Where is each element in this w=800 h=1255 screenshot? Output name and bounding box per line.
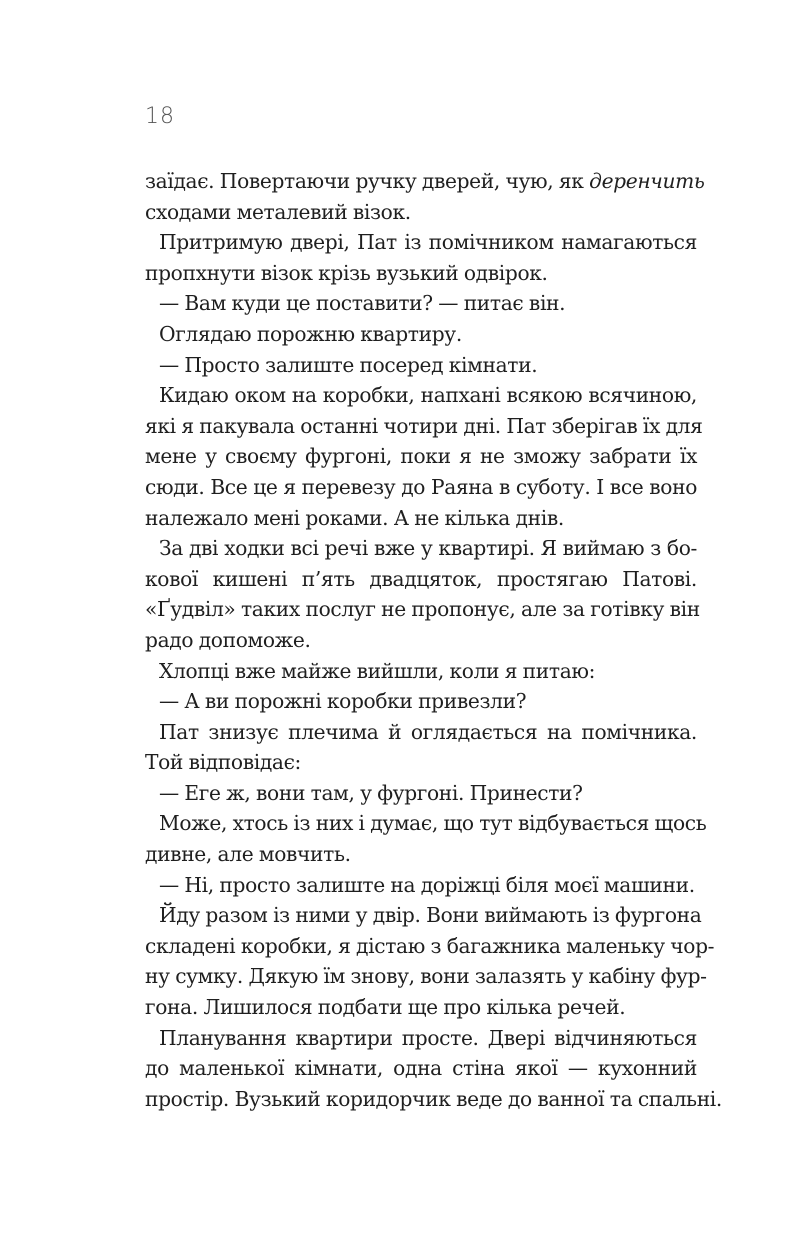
- text-line: [145, 411, 703, 442]
- line-text: дивне, але мовчить.: [145, 842, 351, 867]
- text-line: [145, 778, 697, 809]
- line-text: радо допоможе.: [145, 627, 311, 652]
- text-line: [145, 472, 697, 503]
- text-line: [145, 503, 697, 534]
- line-text: заїдає. Повертаючи ручку дверей, чую, як: [145, 169, 590, 193]
- text-line: [145, 931, 715, 962]
- text-line: [145, 992, 697, 1023]
- line-text: сходами металевий візок.: [145, 199, 411, 224]
- line-text: ну сумку. Дякую їм знову, вони залазять у кабіну фур-: [145, 964, 707, 989]
- line-text: кової кишені п’ять двадцяток, простягаю Патові.: [145, 566, 697, 591]
- text-line: [145, 808, 707, 839]
- line-text: Оглядаю порожню квартиру.: [159, 321, 462, 346]
- line-text: сюди. Все це я перевезу до Раяна в суботу. І все воно: [145, 474, 697, 499]
- text-line: [145, 686, 697, 717]
- text-line: [145, 319, 697, 350]
- text-line: [145, 1084, 722, 1115]
- text-line: [145, 1053, 697, 1084]
- page-number: 18: [145, 104, 175, 129]
- line-text: — А ви порожні коробки привезли?: [159, 689, 527, 714]
- text-line: [145, 564, 697, 595]
- text-line: [145, 900, 702, 931]
- line-text: які я пакувала останні чотири дні. Пат зберігав їх для: [145, 413, 703, 438]
- line-text: Пат знизує плечима й оглядається на помічника.: [159, 719, 697, 744]
- line-text: Притримую двері, Пат із помічником намагаються: [159, 230, 697, 255]
- text-line: [145, 350, 697, 381]
- text-line: [145, 870, 697, 901]
- line-text: «Ґудвіл» таких послуг не пропонує, але за готівку він: [145, 597, 700, 622]
- line-text: простір. Вузький коридорчик веде до ванної та спальні.: [145, 1086, 722, 1111]
- line-text: Планування квартири просте. Двері відчиняються: [159, 1025, 697, 1050]
- text-line: [145, 197, 697, 228]
- line-text: Хлопці вже майже вийшли, коли я питаю:: [159, 658, 596, 683]
- body-text: [145, 166, 722, 1114]
- line-text: пропхнути візок крізь вузький одвірок.: [145, 260, 548, 285]
- line-text: За дві ходки всі речі вже у квартирі. Я виймаю з бо-: [159, 536, 697, 561]
- text-line: [145, 961, 707, 992]
- text-line: [145, 380, 697, 411]
- line-text: Йду разом із ними у двір. Вони виймають із фургона: [159, 903, 702, 928]
- line-text: Може, хтось із них і думає, що тут відбувається щось: [159, 811, 707, 836]
- text-line: [145, 656, 697, 687]
- line-text: — Просто залиште посеред кімнати.: [159, 352, 538, 377]
- text-line: [145, 166, 705, 197]
- text-line: [145, 594, 700, 625]
- text-line: [145, 717, 697, 748]
- text-line: [145, 441, 697, 472]
- line-text: — Вам куди це поставити? — питає він.: [159, 291, 566, 316]
- line-text: до маленької кімнати, одна стіна якої — кухонний: [145, 1056, 697, 1081]
- text-line: [145, 747, 697, 778]
- line-text: Кидаю оком на коробки, напхані всякою всячиною,: [159, 383, 697, 408]
- text-line: [145, 227, 697, 258]
- emphasis-text: деренчить: [589, 169, 705, 193]
- text-line: [145, 839, 697, 870]
- line-text: гона. Лишилося подбати ще про кілька речей.: [145, 995, 626, 1020]
- text-line: [145, 625, 697, 656]
- line-text: складені коробки, я дістаю з багажника маленьку чор-: [145, 933, 715, 958]
- line-text: належало мені роками. А не кілька днів.: [145, 505, 564, 530]
- text-line: [145, 1023, 697, 1054]
- text-line: [145, 533, 697, 564]
- text-line: [145, 288, 697, 319]
- line-text: — Еге ж, вони там, у фургоні. Принести?: [159, 780, 583, 805]
- text-line: [145, 258, 697, 289]
- line-text: Той відповідає:: [145, 750, 301, 775]
- line-text: мене у своєму фургоні, поки я не зможу забрати їх: [145, 444, 697, 469]
- line-text: — Ні, просто залиште на доріжці біля моєї машини.: [159, 872, 695, 897]
